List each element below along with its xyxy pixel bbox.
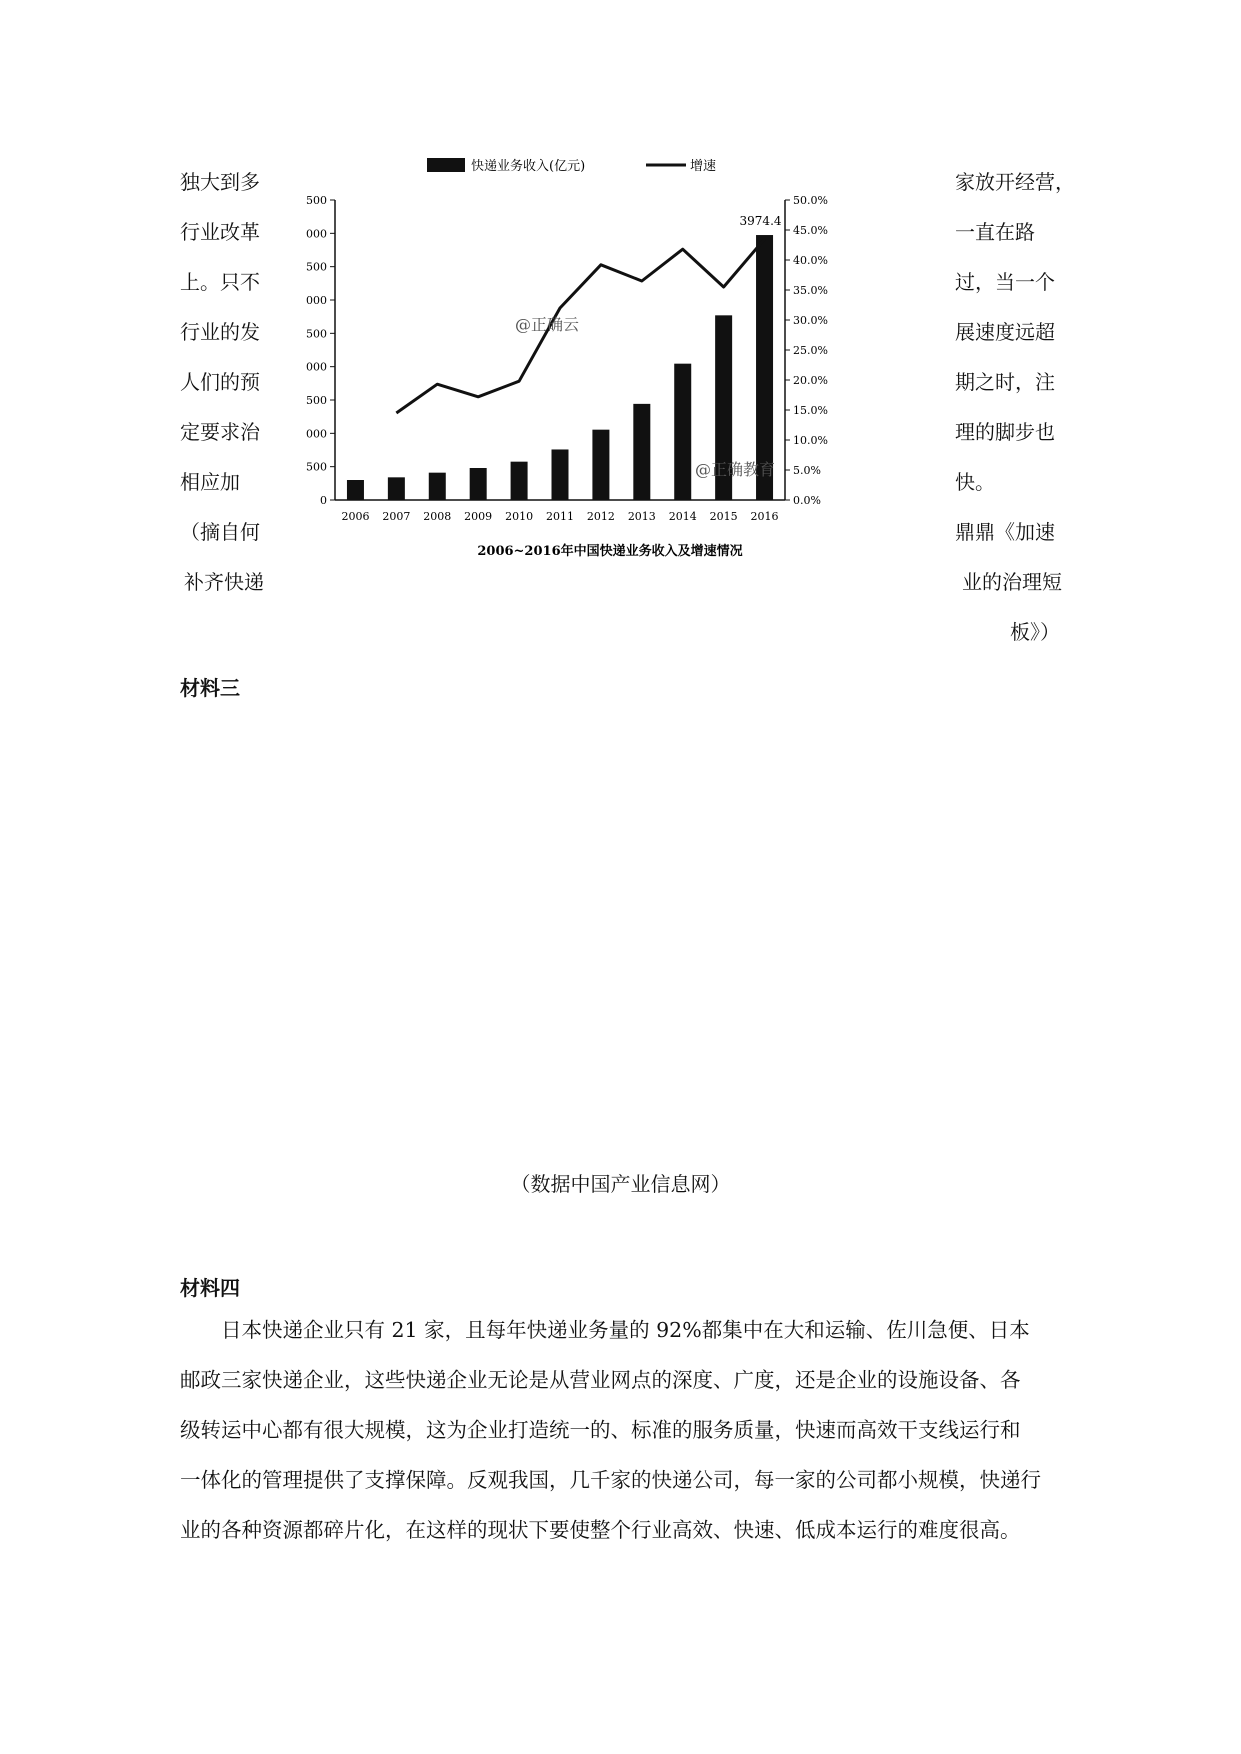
revenue-growth-chart xyxy=(290,150,930,570)
left-tick-label: 000 xyxy=(306,427,327,441)
watermark: @正确云 xyxy=(515,315,580,334)
right-tick-label: 15.0% xyxy=(793,404,828,417)
left-tick-label: 000 xyxy=(306,227,327,241)
left-fragment: （摘自何 xyxy=(180,520,260,544)
left-fragment: 补齐快递 xyxy=(184,570,264,594)
left-tick-label: 500 xyxy=(306,460,327,474)
x-tick-label: 2008 xyxy=(423,510,452,523)
legend-line-label: 增速 xyxy=(690,159,717,174)
data-label: 3974.4 xyxy=(739,214,782,229)
right-tick-label: 30.0% xyxy=(793,314,828,327)
bar xyxy=(552,449,569,500)
bar xyxy=(470,468,487,500)
left-fragment: 定要求治 xyxy=(180,420,260,444)
paragraph-line: 日本快递企业只有 21 家，且每年快递业务量的 92%都集中在大和运输、佐川急便、日本 xyxy=(180,1318,1030,1342)
right-fragment: 理的脚步也 xyxy=(955,420,1055,444)
x-tick-label: 2007 xyxy=(382,510,411,523)
left-tick-label: 000 xyxy=(306,360,327,374)
x-tick-label: 2013 xyxy=(627,510,656,523)
left-fragment: 上。只不 xyxy=(180,270,260,294)
bar xyxy=(592,430,609,500)
x-tick-label: 2010 xyxy=(505,510,534,523)
left-tick-label: 500 xyxy=(306,327,327,341)
chart-legend xyxy=(427,158,716,174)
right-tick-label: 35.0% xyxy=(793,284,828,297)
right-fragment: 鼎鼎《加速 xyxy=(955,520,1055,544)
legend-bar-label: 快递业务收入(亿元) xyxy=(471,159,586,174)
legend-bar-swatch xyxy=(427,158,465,172)
left-fragment: 行业的发 xyxy=(180,320,260,344)
bar xyxy=(674,364,691,500)
left-tick-label: 000 xyxy=(306,294,327,307)
bar xyxy=(633,404,650,500)
right-tick-label: 25.0% xyxy=(793,344,828,357)
chart-title: 2006~2016年中国快递业务收入及增速情况 xyxy=(477,544,743,559)
left-fragment: 独大到多 xyxy=(180,170,260,194)
paragraph-line: 级转运中心都有很大规模，这为企业打造统一的、标准的服务质量，快速而高效干支线运行和 xyxy=(180,1418,1021,1442)
paragraph-line: 业的各种资源都碎片化，在这样的现状下要使整个行业高效、快速、低成本运行的难度很高。 xyxy=(180,1518,1021,1542)
bar xyxy=(429,473,446,500)
left-fragment: 人们的预 xyxy=(180,370,260,394)
left-fragment: 相应加 xyxy=(180,470,240,494)
right-fragment: 展速度远超 xyxy=(955,320,1055,344)
paragraph-line: 邮政三家快递企业，这些快递企业无论是从营业网点的深度、广度，还是企业的设施设备、各 xyxy=(180,1368,1021,1392)
bar xyxy=(347,480,364,500)
left-tick-label: 500 xyxy=(306,194,327,207)
right-tick-label: 45.0% xyxy=(793,224,828,237)
x-tick-label: 2011 xyxy=(546,510,574,523)
x-tick-label: 2006 xyxy=(341,510,370,523)
paragraph-line: 一体化的管理提供了支撑保障。反观我国，几千家的快递公司，每一家的公司都小规模，快递行 xyxy=(180,1468,1041,1492)
right-fragment: 期之时，注 xyxy=(955,370,1055,394)
material3-source: （数据中国产业信息网） xyxy=(510,1172,731,1196)
material3-heading: 材料三 xyxy=(180,676,240,700)
x-tick-label: 2009 xyxy=(464,510,493,523)
right-tick-label: 50.0% xyxy=(793,194,828,207)
left-tick-label: 0 xyxy=(320,494,327,507)
left-tick-label: 500 xyxy=(306,394,327,407)
right-fragment: 家放开经营， xyxy=(955,170,1075,194)
right-fragment: 过，当一个 xyxy=(955,270,1055,294)
right-tick-label: 10.0% xyxy=(793,434,828,447)
right-tick-label: 40.0% xyxy=(793,254,828,267)
x-tick-label: 2015 xyxy=(709,510,738,523)
growth-line xyxy=(396,239,764,413)
left-tick-label: 500 xyxy=(306,260,327,274)
x-tick-label: 2014 xyxy=(668,510,697,523)
right-tick-label: 5.0% xyxy=(793,464,821,477)
material4-heading: 材料四 xyxy=(180,1276,240,1300)
right-fragment: 业的治理短 xyxy=(962,570,1062,594)
x-tick-label: 2012 xyxy=(586,510,615,523)
right-fragment: 快。 xyxy=(955,470,995,494)
bar xyxy=(388,477,405,500)
right-tick-label: 20.0% xyxy=(793,374,828,387)
right-fragment: 板》） xyxy=(1010,620,1060,644)
watermark: @正确教育 xyxy=(695,460,776,479)
right-fragment: 一直在路 xyxy=(955,220,1035,244)
x-tick-label: 2016 xyxy=(750,510,779,523)
left-fragment: 行业改革 xyxy=(180,220,260,244)
bar xyxy=(511,462,528,500)
right-tick-label: 0.0% xyxy=(793,494,821,507)
material4-paragraph xyxy=(180,1305,1075,1555)
